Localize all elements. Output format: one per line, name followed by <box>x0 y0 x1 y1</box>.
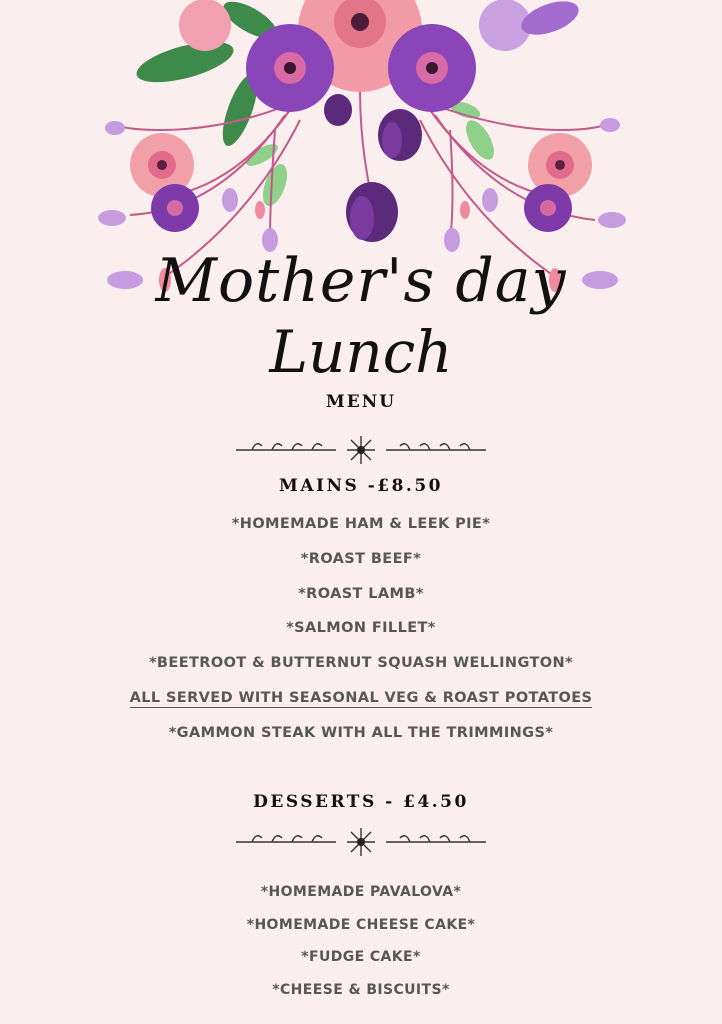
list-item: *HOMEMADE PAVALOVA* <box>260 884 462 900</box>
title-line-1: Mother's day <box>155 246 567 316</box>
desserts-list <box>0 882 722 1012</box>
mains-heading: MAINS -£8.50 <box>279 476 443 496</box>
served-note-text: ALL SERVED WITH SEASONAL VEG & ROAST POTATOES <box>129 689 593 706</box>
list-item: *HOMEMADE HAM & LEEK PIE* <box>231 516 491 532</box>
list-item: *CHEESE & BISCUITS* <box>272 981 450 998</box>
list-item: *FUDGE CAKE* <box>301 949 421 965</box>
desserts-heading: DESSERTS - £4.50 <box>253 792 469 812</box>
list-item: *ROAST LAMB* <box>298 585 424 602</box>
mains-list <box>0 514 722 758</box>
list-item: *HOMEMADE CHEESE CAKE* <box>246 916 476 933</box>
title-line-2: Lunch <box>269 318 453 386</box>
list-item: *BEETROOT & BUTTERNUT SQUASH WELLINGTON* <box>148 655 574 672</box>
menu-subtitle: MENU <box>325 392 397 412</box>
flourish-divider-icon <box>232 822 490 862</box>
list-item: *GAMMON STEAK WITH ALL THE TRIMMINGS* <box>168 724 554 741</box>
mains-served-note <box>0 688 722 723</box>
list-item: *SALMON FILLET* <box>286 620 436 637</box>
list-item: *ROAST BEEF* <box>300 550 422 567</box>
flourish-divider-icon <box>232 430 490 470</box>
